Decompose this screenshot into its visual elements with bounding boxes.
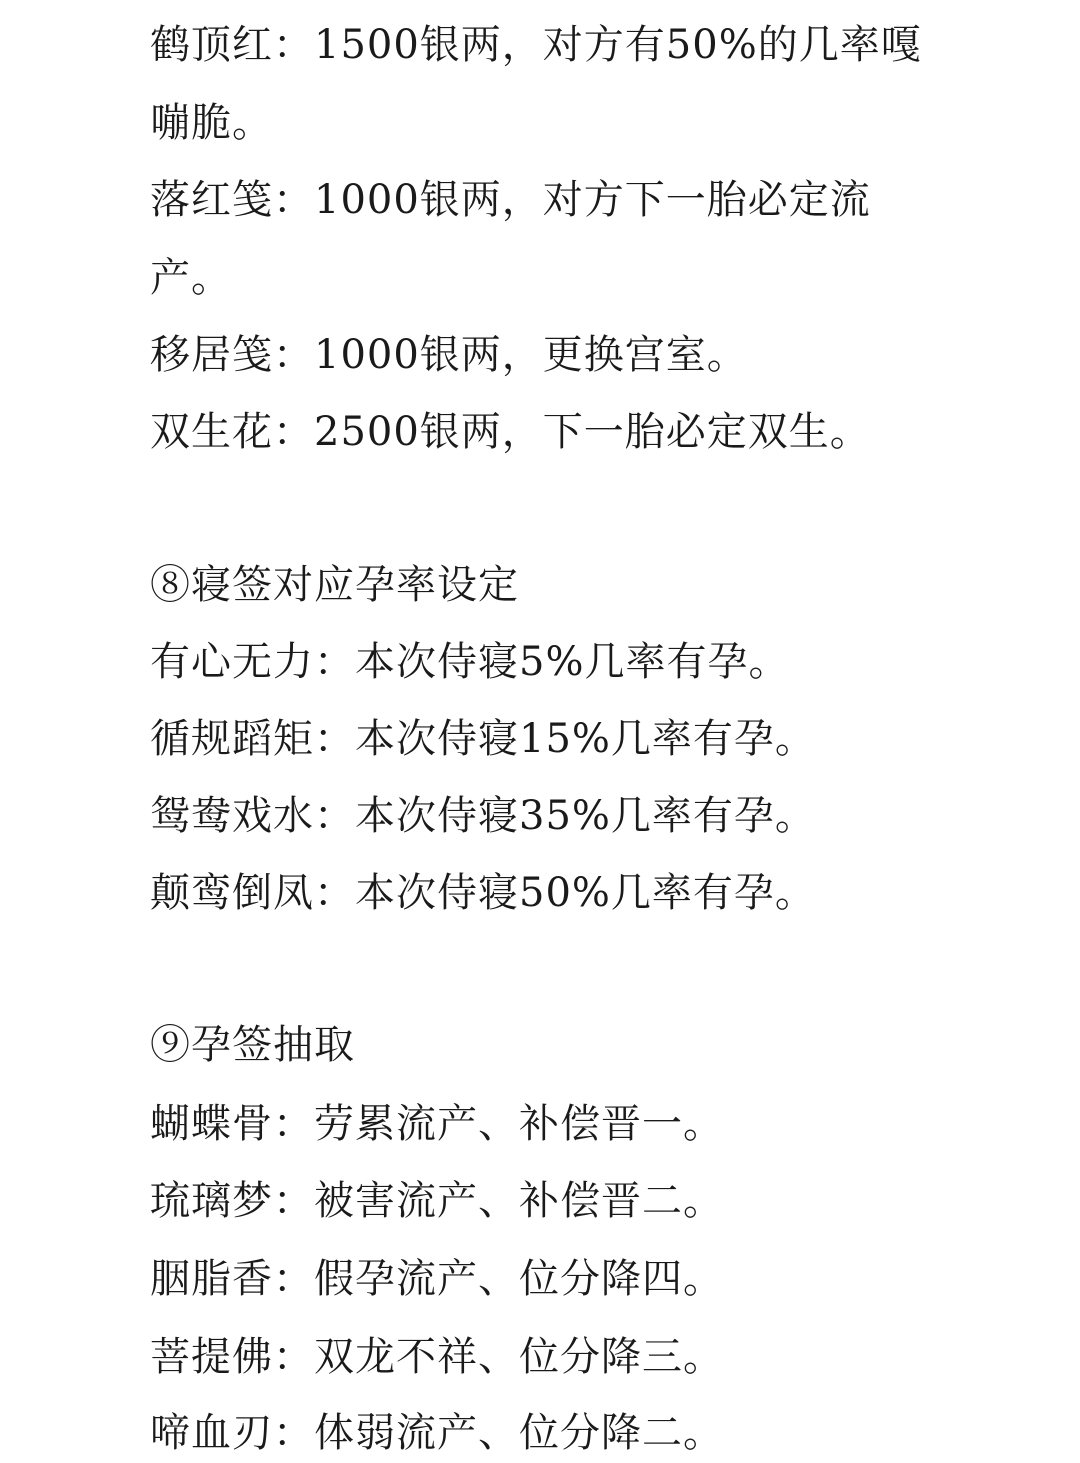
item-yanzhixiang: 胭脂香：假孕流产、位分降四。 [150, 1256, 724, 1302]
item-liulimeng: 琉璃梦：被害流产、补偿晋二。 [150, 1178, 724, 1224]
item-yijujian: 移居笺：1000银两，更换宫室。 [150, 332, 748, 378]
item-shuangshenghua: 双生花：2500银两，下一胎必定双生。 [150, 409, 871, 455]
item-tixueren: 啼血刃：体弱流产、位分降二。 [150, 1410, 724, 1456]
item-dianluandaofeng: 颠鸾倒凤：本次侍寝50%几率有孕。 [150, 870, 816, 916]
item-putifo: 菩提佛：双龙不祥、位分降三。 [150, 1334, 724, 1380]
item-hedinghong-cont: 嘣脆。 [150, 100, 273, 146]
item-xunguijuju: 循规蹈矩：本次侍寝15%几率有孕。 [150, 716, 816, 762]
item-hudiegu: 蝴蝶骨：劳累流产、补偿晋一。 [150, 1101, 724, 1147]
section-heading-9: ⑨孕签抽取 [150, 1022, 355, 1068]
section-heading-8: ⑧寝签对应孕率设定 [150, 562, 519, 608]
item-youxinwuli: 有心无力：本次侍寝5%几率有孕。 [150, 639, 790, 685]
item-hedinghong: 鹤顶红：1500银两，对方有50%的几率嘎 [150, 22, 922, 68]
item-yuanyangxishui: 鸳鸯戏水：本次侍寝35%几率有孕。 [150, 793, 816, 839]
item-luohongjian-cont: 产。 [150, 255, 232, 301]
item-luohongjian: 落红笺：1000银两，对方下一胎必定流 [150, 177, 871, 223]
